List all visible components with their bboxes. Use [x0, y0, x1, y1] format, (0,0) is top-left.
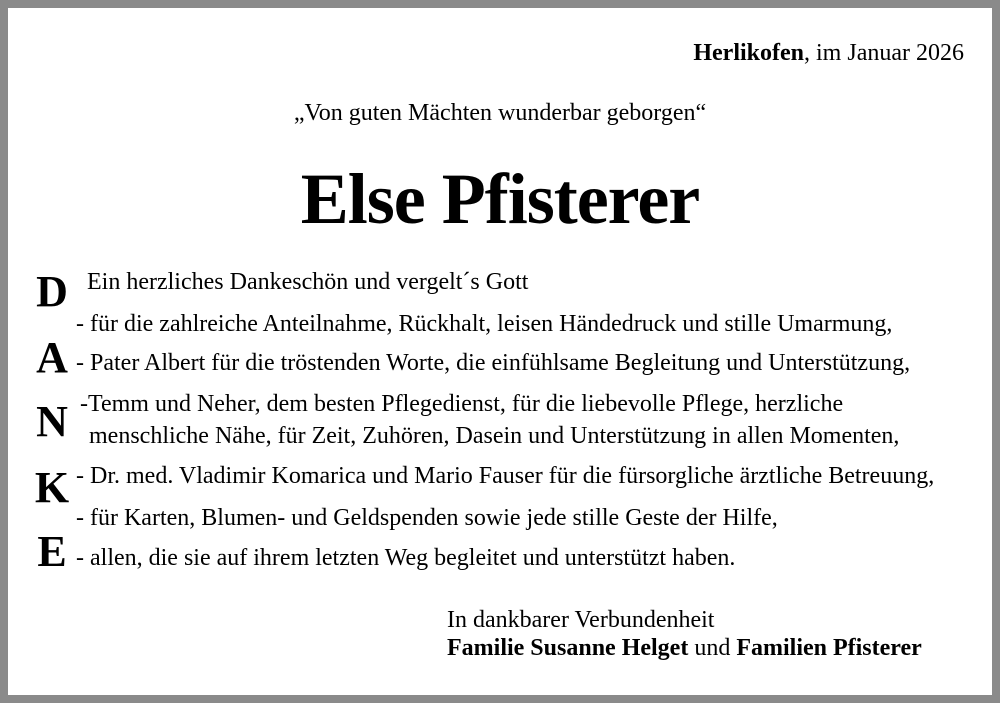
acrostic-letter-e: E: [37, 527, 67, 576]
thanks-line-3: - Pater Albert für die tröstenden Worte, die einfühlsame Begleitung und Unterstützung,: [76, 350, 911, 376]
deceased-name: Else Pfisterer: [300, 159, 700, 239]
thanks-line-1: Ein herzliches Dankeschön und vergelt´s Gott: [87, 269, 529, 295]
acrostic-letter-a: A: [36, 333, 68, 382]
thanks-line-2: - für die zahlreiche Anteilnahme, Rückhalt, leisen Händedruck und stille Umarmung,: [76, 311, 893, 337]
family-pfisterer: Familien Pfisterer: [736, 635, 922, 661]
place-date: [693, 40, 964, 67]
quote: „Von guten Mächten wunderbar geborgen“: [293, 100, 707, 126]
signature-line: [447, 636, 922, 660]
thanks-line-8: - allen, die sie auf ihrem letzten Weg begleitet und unterstützt haben.: [76, 545, 736, 571]
thanks-line-7: - für Karten, Blumen- und Geldspenden sowie jede stille Geste der Hilfe,: [76, 505, 778, 531]
thanks-line-5: menschliche Nähe, für Zeit, Zuhören, Dasein und Unterstützung in allen Momenten,: [89, 423, 900, 449]
thanks-line-6: - Dr. med. Vladimir Komarica und Mario Fauser für die fürsorgliche ärztliche Betreuung,: [76, 463, 935, 489]
place-name: Herlikofen: [693, 40, 805, 66]
acrostic-letter-n: N: [36, 397, 68, 446]
acrostic-letter-d: D: [36, 267, 68, 316]
connector-text: und: [688, 635, 737, 661]
closing-line: In dankbarer Verbundenheit: [447, 607, 715, 633]
date-text: , im Januar 2026: [804, 40, 964, 66]
family-helget: Familie Susanne Helget: [447, 635, 689, 661]
thanks-line-4: -Temm und Neher, dem besten Pflegedienst, für die liebevolle Pflege, herzliche: [80, 391, 844, 417]
acrostic-letter-k: K: [34, 463, 70, 512]
